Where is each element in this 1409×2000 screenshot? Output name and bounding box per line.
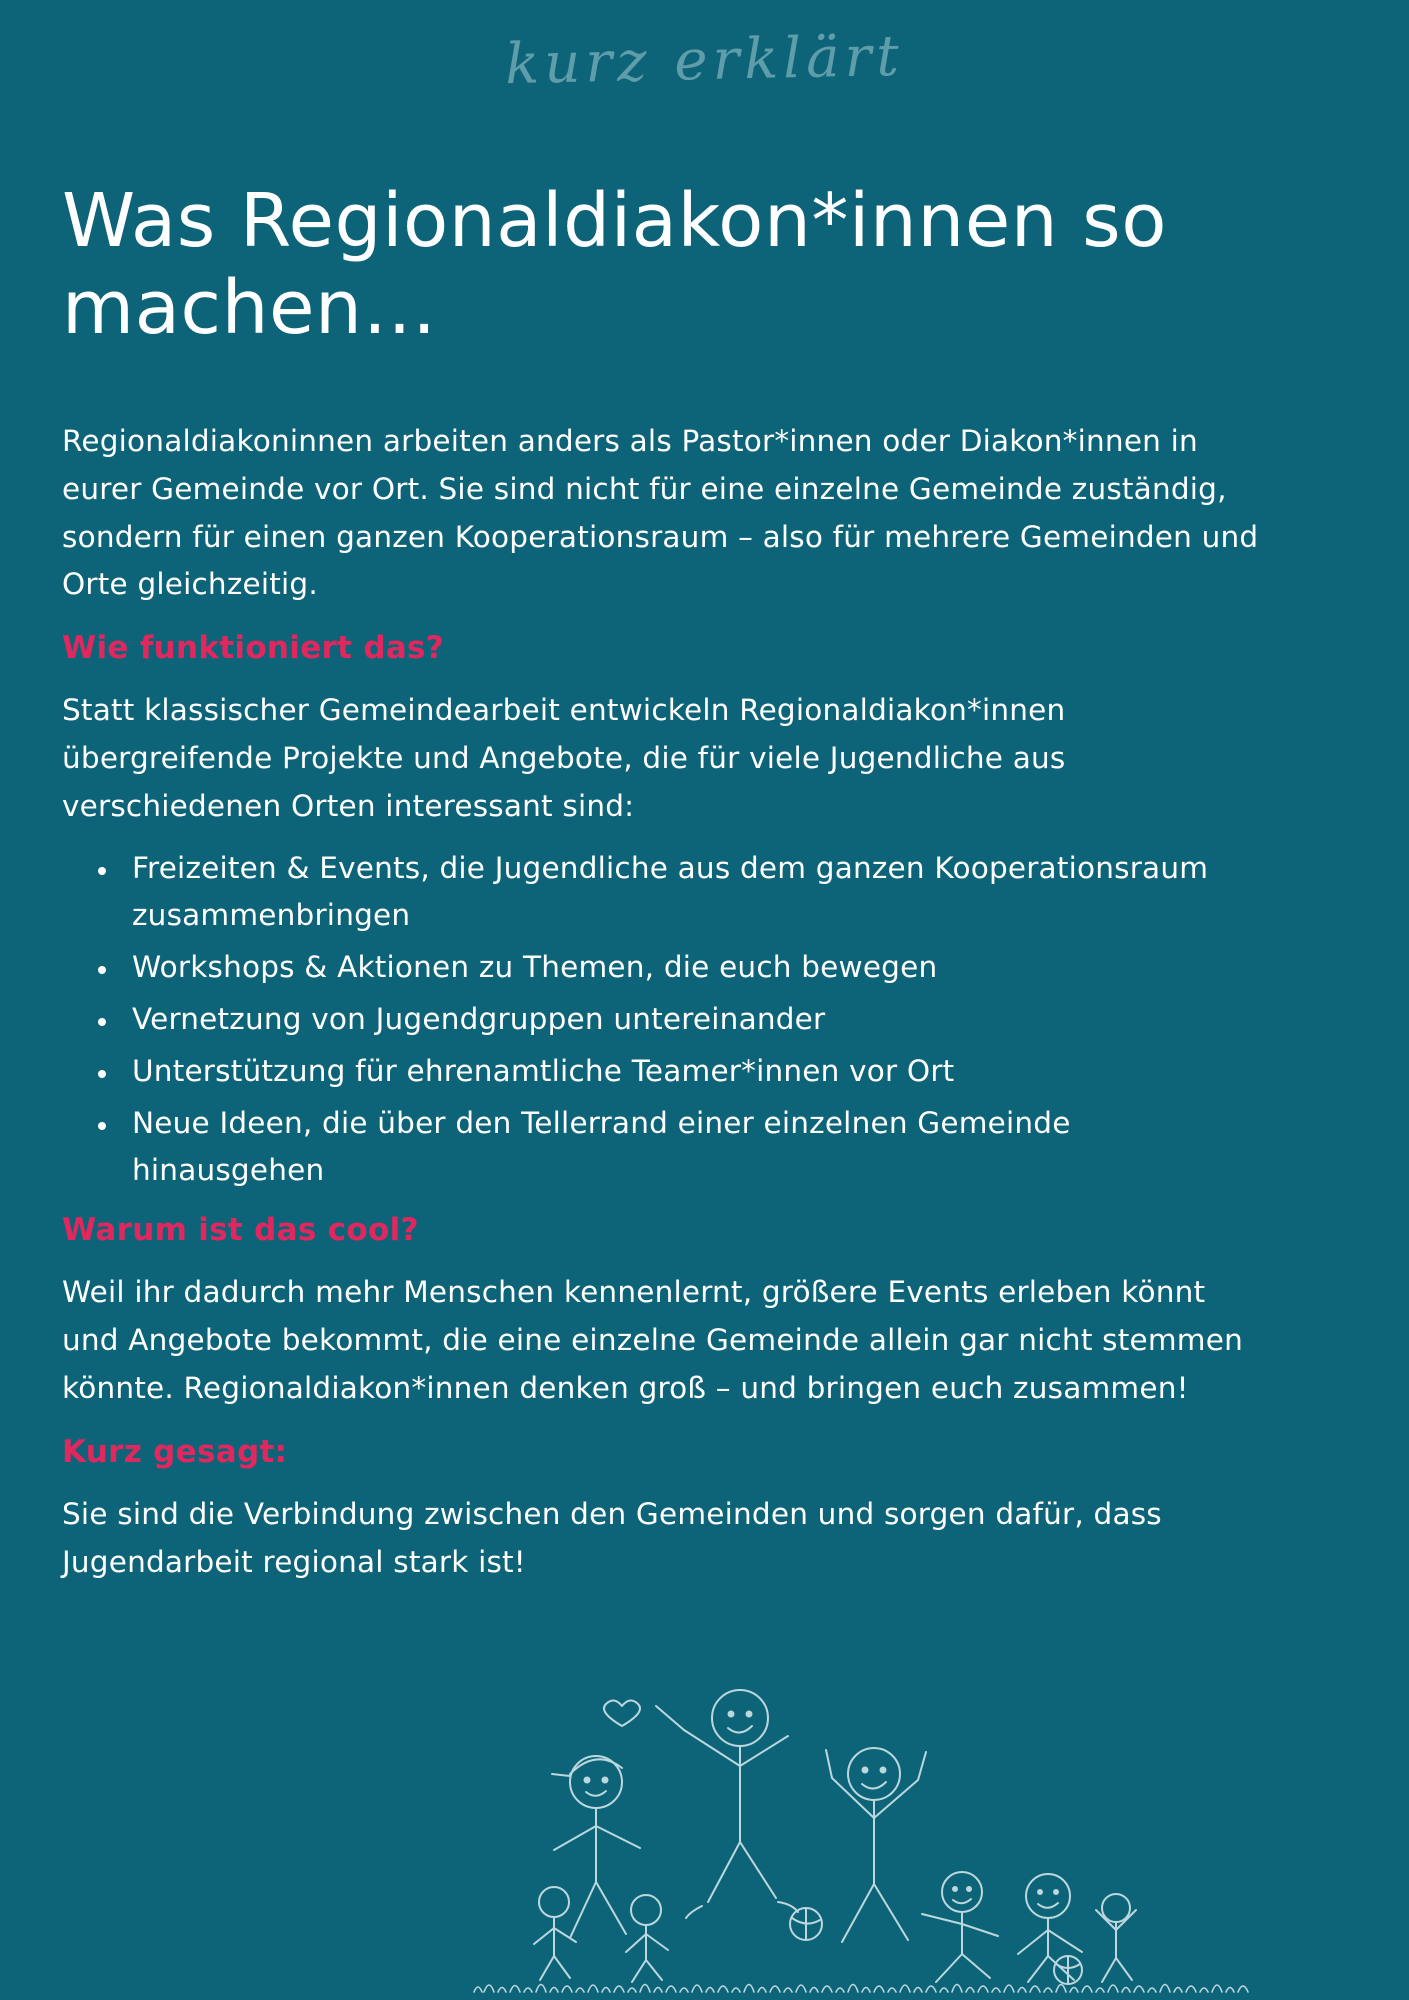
stick-figure-tiny-right — [1096, 1894, 1136, 1982]
page-title: Was Regionaldiakon*innen so machen… — [62, 177, 1167, 351]
stick-figure-center — [656, 1690, 798, 1918]
eyebrow-label: kurz erklärt — [504, 23, 905, 98]
stick-figure-left — [552, 1756, 640, 1938]
list-item: • Unterstützung für ehrenamtliche Teamer*innen vor Ort — [120, 1048, 1262, 1096]
grass-line — [474, 1985, 1248, 1993]
section-1-heading: Wie funktioniert das? — [62, 630, 445, 667]
stick-figure-far-right — [1018, 1874, 1082, 1984]
heart-doodle — [604, 1700, 640, 1726]
stick-figure-small-center — [626, 1895, 668, 1982]
list-item: • Vernetzung von Jugendgruppen untereinander — [120, 996, 1262, 1044]
stick-figure-seated-right — [922, 1872, 998, 1982]
list-item: • Neue Ideen, die über den Tellerrand einer einzelnen Gemeinde hinausgehen — [120, 1100, 1262, 1196]
list-item: • Workshops & Aktionen zu Themen, die euch bewegen — [120, 944, 1262, 992]
section-2-heading: Warum ist das cool? — [62, 1212, 419, 1249]
section-3-body: Sie sind die Verbindung zwischen den Gemeinden und sorgen dafür, dass Jugendarbeit regional stark ist! — [62, 1496, 1162, 1579]
stick-figure-right — [826, 1748, 926, 1942]
poster-body — [62, 418, 1262, 1601]
stick-figure-small-left — [534, 1887, 576, 1980]
section-1-bullet-list — [62, 845, 1262, 1195]
ball-graphic — [790, 1908, 822, 1940]
section-1-body: Statt klassischer Gemeindearbeit entwickeln Regionaldiakon*innen übergreifende Projekte und Angebote, die für viele Jugendliche aus verschiedenen Orten interessant sind: — [62, 693, 1066, 823]
list-item: • Freizeiten & Events, die Jugendliche aus dem ganzen Kooperationsraum zusammenbringen — [120, 845, 1262, 941]
intro-paragraph: Regionaldiakoninnen arbeiten anders als Pastor*innen oder Diakon*innen in eurer Gemeinde vor Ort. Sie sind nicht für eine einzelne Gemeinde zuständig, sondern für einen ganzen Kooperationsraum – also für mehrere Gemeinden und Orte gleichzeitig. — [62, 424, 1259, 602]
section-3-heading: Kurz gesagt: — [62, 1433, 288, 1470]
section-2-body: Weil ihr dadurch mehr Menschen kennenlernt, größere Events erleben könnt und Angebote bekommt, die eine einzelne Gemeinde allein gar nicht stemmen könnte. Regionaldiakon*innen denken groß – und bringen euch zusammen! — [62, 1275, 1243, 1405]
stick-figures-illustration — [470, 1670, 1260, 2000]
